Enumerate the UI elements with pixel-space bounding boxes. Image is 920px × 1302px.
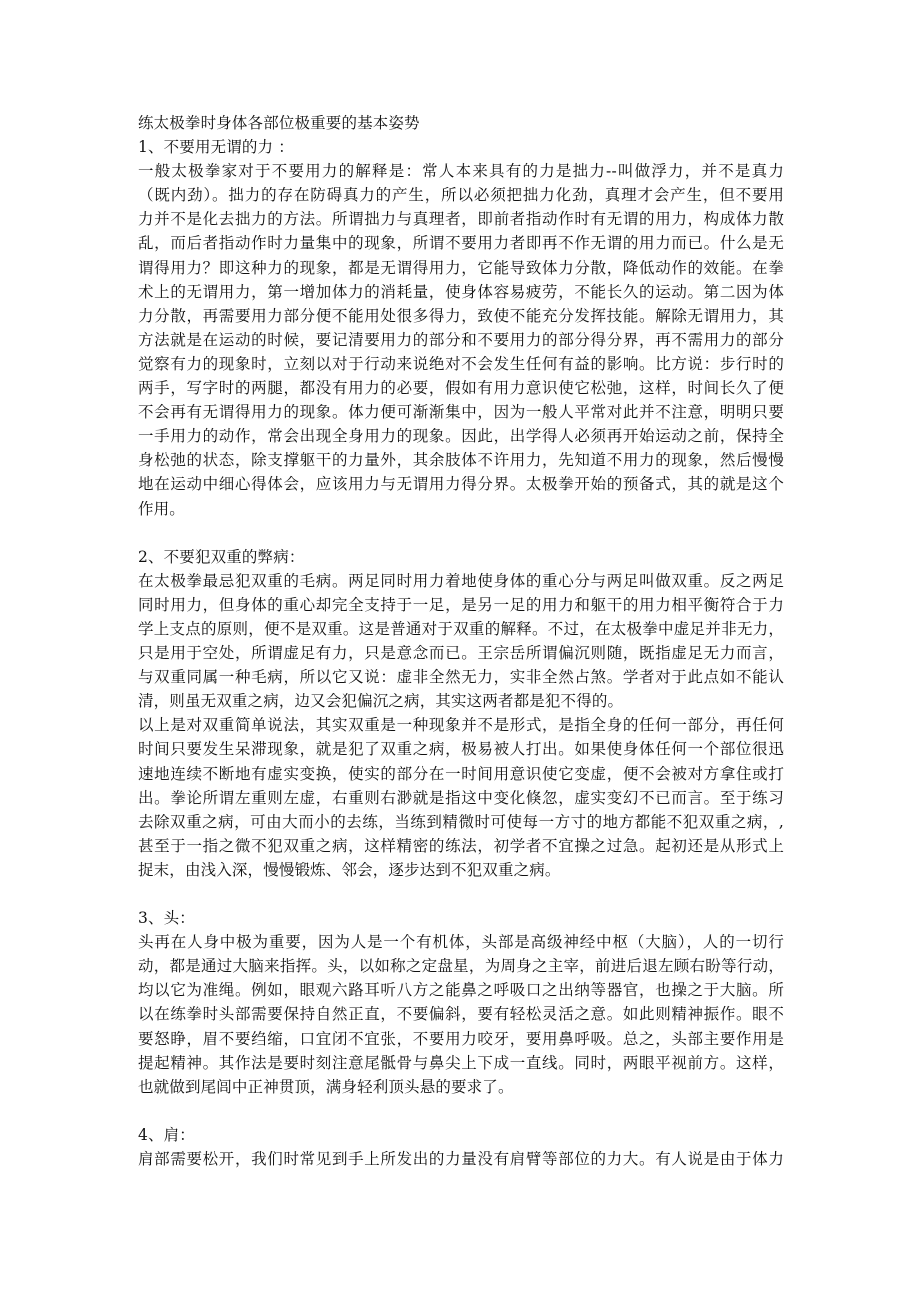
text-line: 要怒睁，眉不要绉缩，口宜闭不宜张，不要用力咬牙，要用鼻呼吸。总之，头部主要作用是 bbox=[138, 1029, 784, 1048]
paragraph bbox=[138, 713, 784, 882]
text-line: 觉察有力的现象时，立刻以对于行动来说绝对不会发生任何有益的影响。比方说：步行时的 bbox=[138, 354, 784, 373]
paragraph-spacer bbox=[138, 1099, 784, 1123]
text-line: 速地连续不断地有虚实变换，使实的部分在一时间用意识使它变虚，便不会被对方拿住或打 bbox=[138, 764, 784, 783]
document-page bbox=[138, 111, 784, 1171]
text-line: 乱，而后者指动作时力量集中的现象，所谓不要用力者即再不作无谓的用力而已。什么是无 bbox=[138, 234, 784, 253]
text-line: （既内劲）。拙力的存在防碍真力的产生，所以必须把拙力化劲，真理才会产生，但不要用 bbox=[138, 186, 784, 205]
text-line: 谓得用力？即这种力的现象，都是无谓得用力，它能导致体力分散，降低动作的效能。在拳 bbox=[138, 258, 784, 277]
text-line: 均以它为准绳。例如，眼观六路耳听八方之能鼻之呼吸口之出纳等器官，也操之于大脑。所 bbox=[138, 981, 784, 1000]
text-line: 不会再有无谓得用力的现象。体力便可渐渐集中，因为一般人平常对此并不注意，明明只要 bbox=[138, 403, 784, 422]
section-3 bbox=[138, 906, 784, 1099]
text-line: 力并不是化去拙力的方法。所谓拙力与真理者，即前者指动作时有无谓的用力，构成体力散 bbox=[138, 210, 784, 229]
text-line: 一般太极拳家对于不要用力的解释是：常人本来具有的力是拙力--叫做浮力，并不是真力 bbox=[138, 162, 784, 181]
section-heading: 1、不要用无谓的力 ： bbox=[138, 138, 294, 157]
text-line: 方法就是在运动的时候，要记清要用力的部分和不要用力的部分得分界，再不需用力的部分 bbox=[138, 330, 784, 349]
section-heading: 4、肩： bbox=[138, 1125, 195, 1144]
text-line: 术上的无谓用力，第一增加体力的消耗量，使身体容易疲劳，不能长久的运动。第二因为体 bbox=[138, 282, 784, 301]
text-line: 头再在人身中极为重要，因为人是一个有机体，头部是高级神经中枢（大脑），人的一切行 bbox=[138, 933, 784, 952]
text-line: 同时用力，但身体的重心却完全支持于一足，是另一足的用力和躯干的用力相平衡符合于力 bbox=[138, 595, 784, 614]
text-line: 去除双重之病，可由大而小的去练，当练到精微时可使每一方寸的地方都能不犯双重之病，, bbox=[138, 812, 784, 831]
text-line: 以在练拳时头部需要保持自然正直，不要偏斜，要有轻松灵活之意。如此则精神振作。眼不 bbox=[138, 1005, 784, 1024]
section-2 bbox=[138, 545, 784, 882]
text-line: 以上是对双重简单说法，其实双重是一种现象并不是形式，是指全身的任何一部分，再任何 bbox=[138, 716, 784, 735]
text-line: 地在运动中细心得体会，应该用力与无谓用力得分界。太极拳开始的预备式，其的就是这个 bbox=[138, 475, 784, 494]
section-heading: 2、不要犯双重的弊病： bbox=[138, 547, 305, 566]
paragraph-spacer bbox=[138, 882, 784, 906]
section-4 bbox=[138, 1123, 784, 1171]
text-line: 甚至于一指之微不犯双重之病，这样精密的练法，初学者不宜操之过急。起初还是从形式上 bbox=[138, 836, 784, 855]
text-line: 两手，写字时的两腿，都没有用力的必要，假如有用力意识使它松弛，这样，时间长久了便 bbox=[138, 379, 784, 398]
paragraph bbox=[138, 930, 784, 1099]
section-1 bbox=[138, 135, 784, 521]
text-line: 时间只要发生呆滞现象，就是犯了双重之病，极易被人打出。如果使身体任何一个部位很迅 bbox=[138, 740, 784, 759]
text-line: 作用。 bbox=[138, 499, 185, 518]
text-line: 力分散，再需要用力部分便不能用处很多得力，致使不能充分发挥技能。解除无谓用力，其 bbox=[138, 306, 784, 325]
paragraph bbox=[138, 1147, 784, 1171]
text-line: 也就做到尾闾中正神贯顶，满身轻利顶头悬的要求了。 bbox=[138, 1077, 514, 1096]
text-line: 清，则虽无双重之病，边又会犯偏沉之病，其实这两者都是犯不得的。 bbox=[138, 692, 624, 711]
paragraph bbox=[138, 569, 784, 714]
text-line: 肩部需要松开，我们时常见到手上所发出的力量没有肩臂等部位的力大。有人说是由于体力 bbox=[138, 1150, 784, 1169]
text-line: 学上支点的原则，便不是双重。这是普通对于双重的解释。不过，在太极拳中虚足并非无力， bbox=[138, 619, 784, 638]
paragraph-spacer bbox=[138, 521, 784, 545]
text-line: 一手用力的动作，常会出现全身用力的现象。因此，出学得人必须再开始运动之前，保持全 bbox=[138, 427, 784, 446]
document-title: 练太极拳时身体各部位极重要的基本姿势 bbox=[138, 114, 420, 132]
text-line: 与双重同属一种毛病，所以它又说：虚非全然无力，实非全然占煞。学者对于此点如不能认 bbox=[138, 668, 784, 687]
text-line: 在太极拳最忌犯双重的毛病。两足同时用力着地使身体的重心分与两足叫做双重。反之两足 bbox=[138, 571, 784, 590]
paragraph bbox=[138, 159, 784, 520]
text-line: 身松弛的状态，除支撑躯干的力量外，其余肢体不许用力，先知道不用力的现象，然后慢慢 bbox=[138, 451, 784, 470]
text-line: 动，都是通过大脑来指挥。头，以如称之定盘星，为周身之主宰，前进后退左顾右盼等行动， bbox=[138, 957, 784, 976]
text-line: 捉末，由浅入深，慢慢锻炼、邻会，逐步达到不犯双重之病。 bbox=[138, 860, 561, 879]
text-line: 只是用于空处，所谓虚足有力，只是意念而已。王宗岳所谓偏沉则随，既指虚足无力而言， bbox=[138, 644, 784, 663]
section-heading: 3、头： bbox=[138, 909, 195, 928]
text-line: 出。拳论所谓左重则左虚，右重则右渺就是指这中变化倏忽，虚实变幻不已而言。至于练习 bbox=[138, 788, 784, 807]
text-line: 提起精神。其作法是要时刻注意尾骶骨与鼻尖上下成一直线。同时，两眼平视前方。这样， bbox=[138, 1053, 784, 1072]
